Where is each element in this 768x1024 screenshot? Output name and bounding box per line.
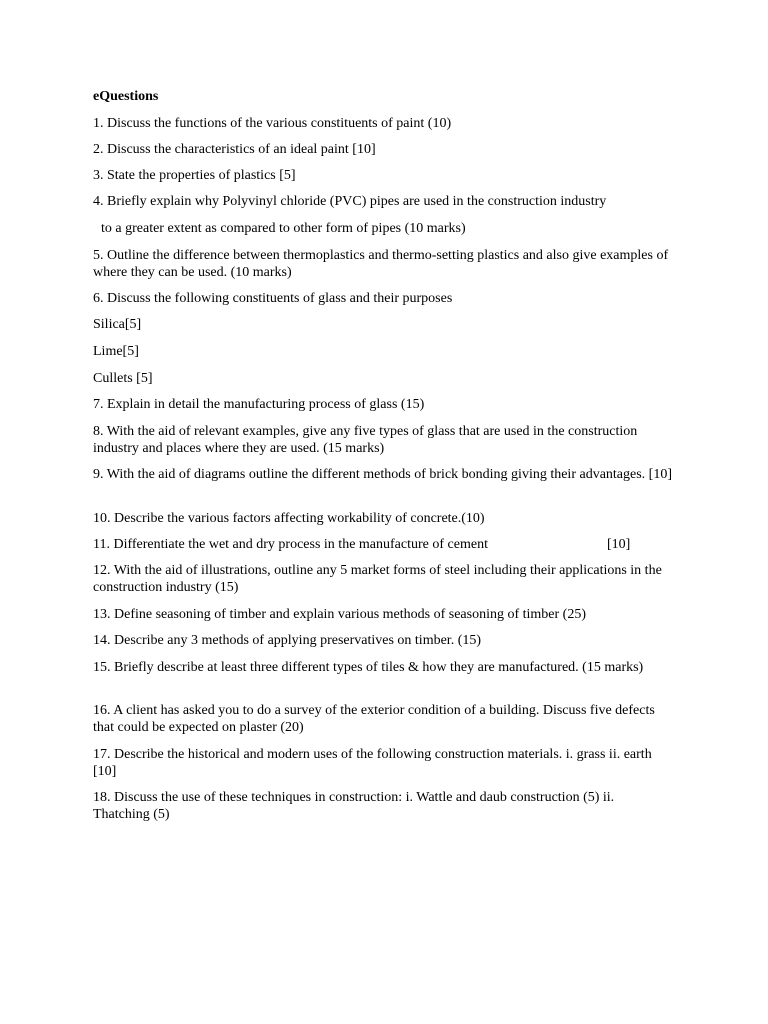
question-13: 13. Define seasoning of timber and explain various methods of seasoning of timber (25) (93, 607, 586, 622)
question-6-item-lime: Lime[5] (93, 344, 139, 359)
question-14: 14. Describe any 3 methods of applying preservatives on timber. (15) (93, 633, 482, 648)
question-1: 1. Discuss the functions of the various constituents of paint (10) (93, 116, 452, 131)
question-16: 16. A client has asked you to do a survey of the exterior condition of a building. Discuss five defects that could be expected on plaster (20) (93, 703, 655, 735)
question-17: 17. Describe the historical and modern uses of the following construction materials. i. grass ii. earth [10] (93, 747, 652, 779)
question-6-item-silica: Silica[5] (93, 317, 142, 332)
question-11: 11. Differentiate the wet and dry process in the manufacture of cement (93, 537, 488, 552)
question-18: 18. Discuss the use of these techniques in construction: i. Wattle and daub construction (5) ii. Thatching (5) (93, 790, 615, 822)
question-3: 3. State the properties of plastics [5] (93, 168, 296, 183)
question-6: 6. Discuss the following constituents of glass and their purposes (93, 291, 453, 306)
question-7: 7. Explain in detail the manufacturing process of glass (15) (93, 397, 425, 412)
question-11-marks: [10] (607, 537, 631, 552)
question-5: 5. Outline the difference between thermoplastics and thermo-setting plastics and also give examples of where they can be used. (10 marks) (93, 248, 669, 280)
question-4-line-1: 4. Briefly explain why Polyvinyl chloride (PVC) pipes are used in the construction industry (93, 194, 607, 209)
question-9: 9. With the aid of diagrams outline the different methods of brick bonding giving their advantages. [10] (93, 467, 673, 482)
question-15: 15. Briefly describe at least three different types of tiles & how they are manufactured. (15 marks) (93, 660, 644, 675)
question-4-line-2: to a greater extent as compared to other form of pipes (10 marks) (101, 221, 466, 236)
question-8: 8. With the aid of relevant examples, give any five types of glass that are used in the construction industry and places where they are used. (15 marks) (93, 424, 638, 456)
question-10: 10. Describe the various factors affecting workability of concrete.(10) (93, 511, 485, 526)
question-12: 12. With the aid of illustrations, outline any 5 market forms of steel including their applications in the construction industry (15) (93, 563, 662, 595)
question-2: 2. Discuss the characteristics of an ideal paint [10] (93, 142, 376, 157)
question-6-item-cullets: Cullets [5] (93, 371, 153, 386)
page-title: eQuestions (93, 89, 159, 104)
